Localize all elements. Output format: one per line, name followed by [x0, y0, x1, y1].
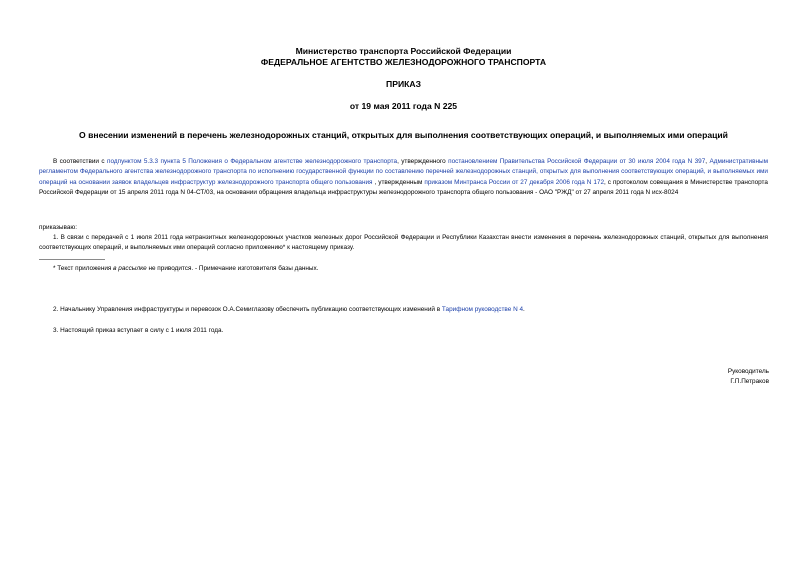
document-type: ПРИКАЗ: [386, 79, 421, 89]
footnote-text-italic: в рассылке: [113, 265, 147, 272]
link-government-decree[interactable]: постановлением Правительства Российской Федерации от 30 июля 2004 года N 397: [448, 158, 706, 165]
order-item-1: 1. В связи с передачей с 1 июля 2011 года нетранзитных железнодорожных участков железных дорог Российской Федерации и Республики Казахстан внести изменения в перечень железнодорожных станций, открытых для выполнения соответствующих операций, и выполняемых ими операций согласно приложению* к настоящему приказу.: [39, 234, 768, 252]
preamble-text-2: , утвержденного: [397, 158, 449, 165]
link-administrative-regulation[interactable]: Административным регламентом Федерального агентства железнодорожного транспорта по исполнению государственной функции по составлению перечней железнодорожных станций, открытых для выполнения соответствующих операций, и выполняемых ими операций на основании заявок владельцев инфраструктур железнодорожного транспорта общего пользования: [39, 158, 769, 186]
footnote-divider: [39, 259, 105, 260]
link-regulation-subclause[interactable]: подпунктом 5.3.3 пункта 5 Положения о Федеральном агентстве железнодорожного транспорта: [107, 158, 398, 165]
order-word: приказываю:: [39, 224, 77, 231]
agency-name: ФЕДЕРАЛЬНОЕ АГЕНТСТВО ЖЕЛЕЗНОДОРОЖНОГО ТРАНСПОРТА: [260, 57, 547, 67]
footnote-text-b: не приводится. - Примечание изготовителя базы данных.: [146, 265, 319, 272]
ministry-name: Министерство транспорта Российской Федерации: [295, 46, 512, 56]
document-subject: О внесении изменений в перечень железнодорожных станций, открытых для выполнения соответствующих операций, и выполняемых ими операций: [79, 130, 728, 140]
preamble-text-3: ,: [705, 158, 710, 165]
document-date-number: от 19 мая 2011 года N 225: [349, 101, 458, 111]
link-mintrans-order[interactable]: приказом Минтранса России от 27 декабря 2006 года N 172: [424, 178, 605, 186]
order-item-2: [39, 305, 768, 315]
preamble-paragraph: [39, 157, 768, 199]
signature-block: [728, 367, 769, 388]
preamble-text-4: , утвержденным: [372, 178, 425, 186]
preamble-text-1: В соответствии с: [53, 158, 107, 165]
footnote-text-a: * Текст приложения: [53, 265, 114, 272]
signature-title: Руководитель: [727, 368, 769, 375]
order-item-2-end: .: [523, 306, 525, 313]
link-tariff-guide[interactable]: Тарифном руководстве N 4: [441, 306, 524, 313]
footnote: [39, 264, 768, 274]
order-item-3: 3. Настоящий приказ вступает в силу с 1 июля 2011 года.: [53, 327, 224, 334]
signature-name: Г.П.Петраков: [730, 378, 769, 386]
order-item-2-text: 2. Начальнику Управления инфраструктуры и перевозок О.А.Семиглазову обеспечить публикацию соответствующих изменений в: [53, 306, 442, 313]
preamble-text-5: , с протоколом совещания в Министерстве транспорта Российской Федерации от 15 апреля 2011 года N 04-СТ/03, на основании обращения владельца инфраструктуры железнодорожного транспорта общего пользования - ОАО "РЖД" от 27 апреля 2011 года N исх-8024: [39, 178, 768, 197]
